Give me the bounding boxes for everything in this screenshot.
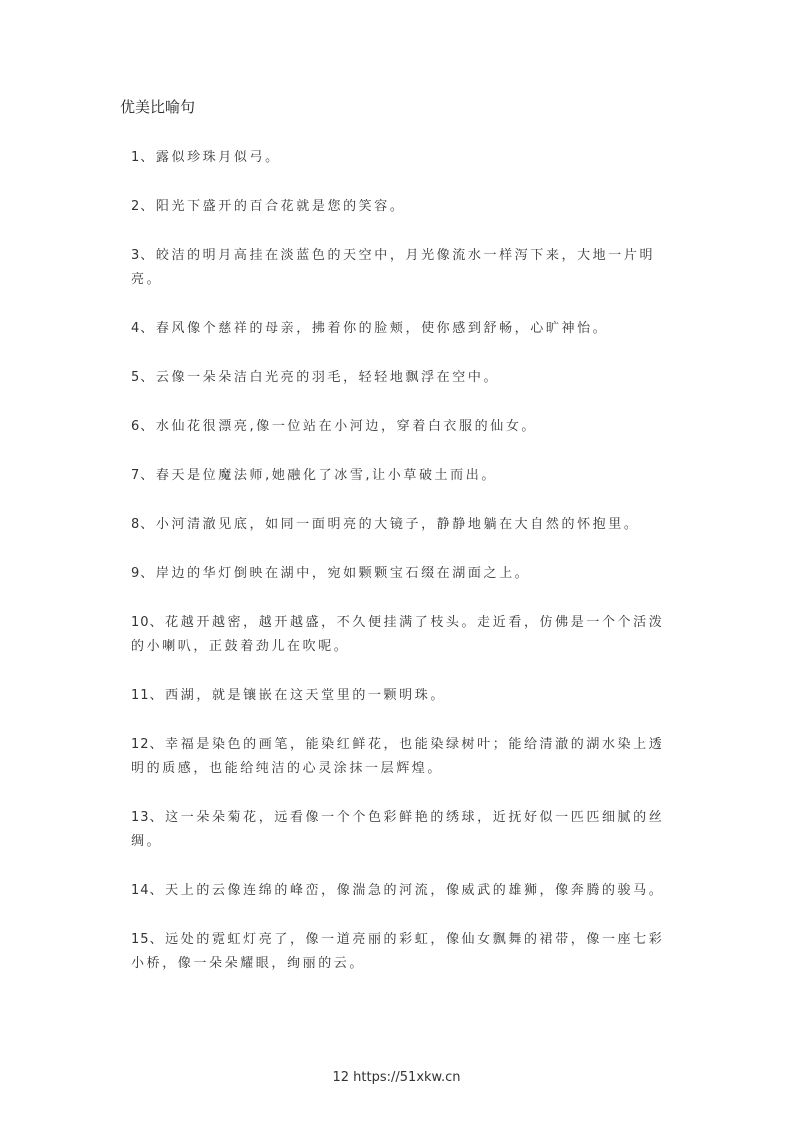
list-item — [131, 244, 666, 292]
sentence-text: 、皎洁的明月高挂在淡蓝色的天空中，月光像流水一样泻下来，大地一片明亮。 — [131, 248, 656, 287]
sentence-number: 5 — [131, 370, 141, 385]
sentence-number: 14 — [131, 883, 150, 898]
sentence-text: 、小河清澈见底，如同一面明亮的大镜子，静静地躺在大自然的怀抱里。 — [140, 517, 640, 532]
sentence-number: 7 — [131, 468, 141, 483]
list-item — [131, 928, 666, 976]
list-item — [131, 684, 666, 708]
sentence-text: 、天上的云像连绵的峰峦，像湍急的河流，像威武的雄狮，像奔腾的骏马。 — [149, 883, 665, 898]
list-item — [131, 464, 666, 488]
list-item — [131, 733, 666, 781]
list-item — [131, 806, 666, 854]
sentence-text: 、这一朵朵菊花，远看像一个个色彩鲜艳的绣球，近抚好似一匹匹细腻的丝绸。 — [131, 810, 665, 849]
sentence-list — [131, 146, 666, 1001]
list-item — [131, 195, 666, 219]
sentence-number: 8 — [131, 517, 141, 532]
page-footer: 12 https://51xkw.cn — [332, 1070, 461, 1085]
list-item — [131, 879, 666, 903]
sentence-text: 、远处的霓虹灯亮了，像一道亮丽的彩虹，像仙女飘舞的裙带，像一座七彩小桥，像一朵朵耀眼，绚丽的云。 — [131, 932, 665, 971]
sentence-text: 、云像一朵朵洁白光亮的羽毛，轻轻地飘浮在空中。 — [140, 370, 500, 385]
sentence-number: 11 — [131, 688, 150, 703]
page-title: 优美比喻句 — [120, 98, 196, 116]
sentence-number: 3 — [131, 248, 141, 263]
sentence-text: 、花越开越密，越开越盛，不久便挂满了枝头。走近看，仿佛是一个个活泼的小喇叭，正鼓着劲儿在吹呢。 — [131, 615, 665, 654]
list-item — [131, 415, 666, 439]
list-item — [131, 317, 666, 341]
sentence-number: 12 — [131, 737, 150, 752]
sentence-text: 、岸边的华灯倒映在湖中，宛如颗颗宝石缀在湖面之上。 — [140, 566, 531, 581]
sentence-text: 、春风像个慈祥的母亲，拂着你的脸颊，使你感到舒畅，心旷神怡。 — [140, 321, 609, 336]
sentence-number: 15 — [131, 932, 150, 947]
sentence-text: 、西湖，就是镶嵌在这天堂里的一颗明珠。 — [149, 688, 446, 703]
sentence-text: 、露似珍珠月似弓。 — [140, 150, 281, 165]
sentence-number: 6 — [131, 419, 141, 434]
list-item — [131, 513, 666, 537]
sentence-text: 、幸福是染色的画笔，能染红鲜花，也能染绿树叶；能给清澈的湖水染上透明的质感，也能给纯洁的心灵涂抹一层辉煌。 — [131, 737, 665, 776]
sentence-number: 13 — [131, 810, 150, 825]
sentence-text: 、水仙花很漂亮,像一位站在小河边，穿着白衣服的仙女。 — [140, 419, 538, 434]
sentence-number: 1 — [131, 150, 141, 165]
sentence-text: 、春天是位魔法师,她融化了冰雪,让小草破土而出。 — [140, 468, 497, 483]
list-item — [131, 611, 666, 659]
sentence-text: 、阳光下盛开的百合花就是您的笑容。 — [140, 199, 406, 214]
sentence-number: 9 — [131, 566, 141, 581]
list-item — [131, 366, 666, 390]
list-item — [131, 562, 666, 586]
sentence-number: 2 — [131, 199, 141, 214]
list-item — [131, 146, 666, 170]
sentence-number: 4 — [131, 321, 141, 336]
sentence-number: 10 — [131, 615, 150, 630]
